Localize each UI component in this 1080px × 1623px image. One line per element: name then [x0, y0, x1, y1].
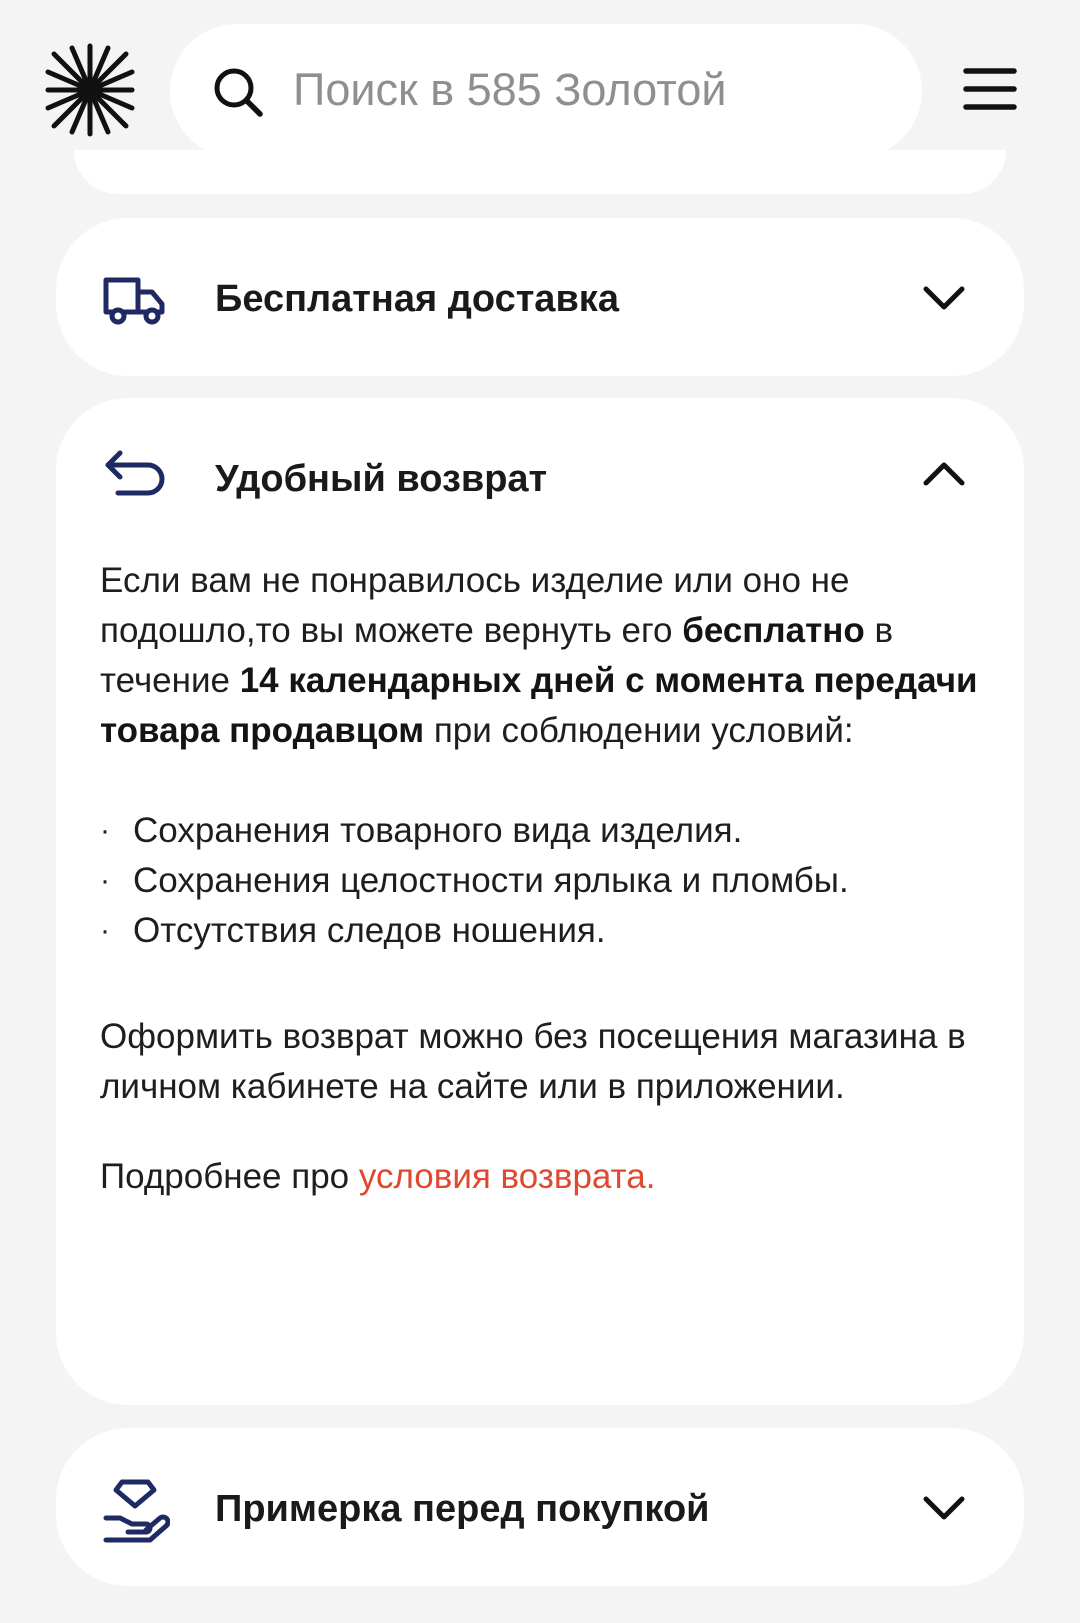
bullet-item: · Отсутствия следов ношения.: [100, 906, 980, 956]
bullet-dot: ·: [100, 814, 110, 847]
ring-hand-icon: [100, 1474, 170, 1544]
logo-star-icon[interactable]: [40, 40, 140, 140]
bullet-dot: ·: [100, 914, 110, 947]
bold-term: 14 календарных дней с момента передачи товара продавцом: [100, 661, 978, 750]
chevron-down-icon[interactable]: [918, 1483, 970, 1535]
bullet-dot: ·: [100, 864, 110, 897]
bullet-item: · Сохранения товарного вида изделия.: [100, 806, 980, 856]
chevron-down-icon[interactable]: [918, 273, 970, 325]
chevron-up-icon[interactable]: [918, 449, 970, 501]
accordion-fitting-title[interactable]: Примерка перед покупкой: [215, 1488, 710, 1530]
bullet-item: · Сохранения целостности ярлыка и пломбы.: [100, 856, 980, 906]
previous-card-edge: [74, 150, 1006, 194]
search-input[interactable]: [170, 24, 922, 158]
accordion-delivery-title[interactable]: Бесплатная доставка: [215, 278, 619, 320]
search-placeholder: Поиск в 585 Золотой: [293, 64, 727, 115]
truck-icon: [100, 264, 170, 334]
bold-free: бесплатно: [682, 611, 865, 650]
returns-content: [100, 556, 980, 1202]
returns-paragraph-conditions: Если вам не понравилось изделие или оно не подошло,то вы можете вернуть его бесплатно в течение 14 календарных дней с момента передачи товара продавцом при соблюдении условий:: [100, 561, 978, 750]
accordion-returns-title[interactable]: Удобный возврат: [215, 458, 548, 500]
returns-more: Подробнее про условия возврата.: [100, 1157, 656, 1196]
return-arrow-icon: [100, 443, 170, 513]
return-terms-link[interactable]: условия возврата.: [358, 1157, 656, 1196]
returns-paragraph-online: Оформить возврат можно без посещения магазина в личном кабинете на сайте или в приложении.: [100, 1017, 966, 1106]
menu-icon[interactable]: [962, 64, 1018, 114]
search-icon: [210, 64, 266, 120]
